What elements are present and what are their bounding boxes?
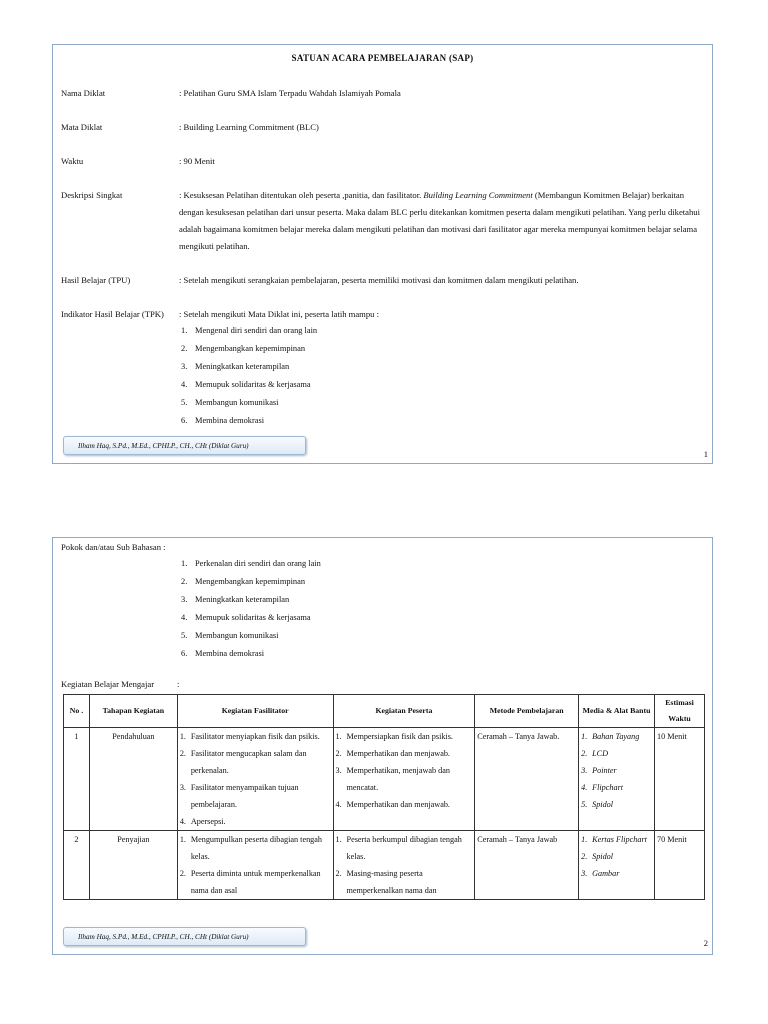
list-item bbox=[581, 848, 652, 865]
item-text: Mempersiapkan fisik dan psikis. bbox=[346, 732, 453, 741]
item-number: 2. bbox=[179, 749, 186, 758]
list-item bbox=[581, 762, 652, 779]
item-number: 2. bbox=[335, 869, 342, 878]
author-footer-badge: Ilham Haq, S.Pd., M.Ed., CPHLP., CH., CHt (Diklat Guru) bbox=[63, 927, 306, 946]
item-number: 3. bbox=[581, 766, 588, 775]
list-item bbox=[336, 831, 473, 865]
hasil-belajar-label: Hasil Belajar (TPU) bbox=[61, 275, 131, 285]
deskripsi-label: Deskripsi Singkat bbox=[61, 190, 123, 200]
item-number: 3. bbox=[581, 869, 588, 878]
item-text: Spidol bbox=[592, 852, 614, 861]
list-item bbox=[180, 779, 331, 813]
item-text: Mengembangkan kepemimpinan bbox=[195, 577, 306, 586]
item-text: Mengenal diri sendiri dan orang lain bbox=[195, 326, 318, 335]
waktu-value: : 90 Menit bbox=[179, 156, 215, 166]
header-tahapan: Tahapan Kegiatan bbox=[89, 695, 177, 728]
author-footer-badge: Ilham Haq, S.Pd., M.Ed., CPHLP., CH., CHt (Diklat Guru) bbox=[63, 436, 306, 455]
cell-fasilitator bbox=[177, 831, 333, 900]
item-text: Gambar bbox=[592, 869, 620, 878]
indikator-label: Indikator Hasil Belajar (TPK) bbox=[61, 309, 164, 319]
item-number: 3. bbox=[179, 783, 186, 792]
item-number: 1. bbox=[581, 835, 588, 844]
item-text: Kertas Flipchart bbox=[592, 835, 647, 844]
item-number: 2. bbox=[181, 577, 188, 586]
item-number: 1. bbox=[179, 732, 186, 741]
cell-peserta bbox=[333, 728, 475, 831]
header-metode: Metode Pembelajaran bbox=[475, 695, 579, 728]
cell-no: 1 bbox=[64, 728, 90, 831]
nama-diklat-label: Nama Diklat bbox=[61, 88, 106, 98]
kegiatan-belajar-label: Kegiatan Belajar Mengajar bbox=[61, 679, 155, 689]
cell-tahapan: Penyajian bbox=[89, 831, 177, 900]
item-text: Membina demokrasi bbox=[195, 416, 265, 425]
item-text: Mengumpulkan peserta dibagian tengah kelas. bbox=[190, 835, 323, 861]
item-number: 2. bbox=[335, 749, 342, 758]
item-number: 2. bbox=[581, 749, 588, 758]
list-item bbox=[581, 865, 652, 882]
item-text: Memperhatikan, menjawab dan mencatat. bbox=[346, 766, 450, 792]
page-2 bbox=[52, 537, 713, 955]
indikator-list bbox=[181, 322, 317, 430]
item-number: 1. bbox=[335, 835, 342, 844]
list-item bbox=[181, 394, 317, 412]
header-estimasi: Estimasi Waktu bbox=[655, 695, 705, 728]
deskripsi-text-post: (Membangun Komitmen Belajar) berkaitan dengan kesuksesan pelatihan dari unsur peserta. Maka dalam BLC perlu ditekankan komitmen peserta dalam mengikuti pelatihan. Yang perlu diketahui adalah bagaimana komitmen belajar mereka dalam mengikuti pelatihan dan motivasi dari fasilitator agar mereka mempunyai komitmen belajar selama mengikuti pelatihan. bbox=[179, 190, 700, 251]
list-item bbox=[581, 831, 652, 848]
item-text: Memperhatikan dan menjawab. bbox=[346, 800, 450, 809]
item-text: Peserta berkumpul dibagian tengah kelas. bbox=[346, 835, 462, 861]
item-number: 5. bbox=[181, 631, 188, 640]
header-no: No . bbox=[64, 695, 90, 728]
list-item bbox=[181, 376, 317, 394]
list-item bbox=[180, 813, 331, 830]
item-number: 4. bbox=[181, 613, 188, 622]
item-number: 2. bbox=[581, 852, 588, 861]
list-item bbox=[180, 831, 331, 865]
item-text: Pointer bbox=[592, 766, 617, 775]
cell-tahapan: Pendahuluan bbox=[89, 728, 177, 831]
page-number: 2 bbox=[703, 938, 708, 948]
item-number: 2. bbox=[181, 344, 188, 353]
pokok-bahasan-label: Pokok dan/atau Sub Bahasan : bbox=[61, 542, 166, 552]
item-number: 5. bbox=[181, 398, 188, 407]
list-item bbox=[336, 745, 473, 762]
list-item bbox=[181, 573, 321, 591]
waktu-label: Waktu bbox=[61, 156, 84, 166]
kegiatan-table bbox=[63, 694, 705, 900]
item-text: Perkenalan diri sendiri dan orang lain bbox=[195, 559, 321, 568]
item-number: 3. bbox=[335, 766, 342, 775]
list-item bbox=[336, 728, 473, 745]
item-number: 1. bbox=[181, 326, 188, 335]
cell-media bbox=[579, 728, 655, 831]
item-text: Fasilitator mengucapkan salam dan perkenalan. bbox=[190, 749, 307, 775]
pokok-bahasan-list bbox=[181, 555, 321, 663]
page-1 bbox=[52, 44, 713, 464]
item-number: 1. bbox=[581, 732, 588, 741]
list-item bbox=[181, 412, 317, 430]
item-number: 2. bbox=[179, 869, 186, 878]
table-row bbox=[64, 831, 705, 900]
header-peserta: Kegiatan Peserta bbox=[333, 695, 475, 728]
list-item bbox=[181, 645, 321, 663]
item-text: Fasilitator menyiapkan fisik dan psikis. bbox=[190, 732, 320, 741]
item-text: Membina demokrasi bbox=[195, 649, 265, 658]
item-number: 4. bbox=[179, 817, 186, 826]
cell-estimasi: 70 Menit bbox=[655, 831, 705, 900]
item-number: 4. bbox=[335, 800, 342, 809]
item-text: Bahan Tayang bbox=[592, 732, 640, 741]
item-text: Masing-masing peserta memperkenalkan nama dan bbox=[346, 869, 437, 895]
indikator-value: : Setelah mengikuti Mata Diklat ini, peserta latih mampu : bbox=[179, 309, 379, 319]
list-item bbox=[181, 322, 317, 340]
item-text: Memupuk solidaritas & kerjasama bbox=[195, 613, 311, 622]
table-row bbox=[64, 728, 705, 831]
table-header-row bbox=[64, 695, 705, 728]
item-text: Fasilitator menyampaikan tujuan pembelajaran. bbox=[190, 783, 299, 809]
list-item bbox=[181, 555, 321, 573]
cell-peserta bbox=[333, 831, 475, 900]
list-item bbox=[181, 591, 321, 609]
item-number: 6. bbox=[181, 649, 188, 658]
list-item bbox=[581, 745, 652, 762]
item-text: Mengembangkan kepemimpinan bbox=[195, 344, 306, 353]
list-item bbox=[180, 745, 331, 779]
item-text: Membangun komunikasi bbox=[195, 631, 279, 640]
cell-estimasi: 10 Menit bbox=[655, 728, 705, 831]
list-item bbox=[581, 728, 652, 745]
item-text: LCD bbox=[592, 749, 609, 758]
item-text: Meningkatkan keterampilan bbox=[195, 595, 290, 604]
item-number: 3. bbox=[181, 362, 188, 371]
item-number: 3. bbox=[181, 595, 188, 604]
list-item bbox=[581, 796, 652, 813]
item-number: 6. bbox=[181, 416, 188, 425]
list-item bbox=[181, 340, 317, 358]
nama-diklat-value: : Pelatihan Guru SMA Islam Terpadu Wahdah Islamiyah Pomala bbox=[179, 88, 401, 98]
header-fasilitator: Kegiatan Fasilitator bbox=[177, 695, 333, 728]
deskripsi-text-italic: Building Learning Commitment bbox=[423, 190, 533, 200]
item-text: Flipchart bbox=[592, 783, 624, 792]
list-item bbox=[181, 358, 317, 376]
item-text: Apersepsi. bbox=[190, 817, 226, 826]
item-number: 1. bbox=[335, 732, 342, 741]
item-number: 1. bbox=[181, 559, 188, 568]
list-item bbox=[180, 865, 331, 899]
item-number: 4. bbox=[181, 380, 188, 389]
item-text: Meningkatkan keterampilan bbox=[195, 362, 290, 371]
list-item bbox=[336, 796, 473, 813]
cell-no: 2 bbox=[64, 831, 90, 900]
cell-metode: Ceramah – Tanya Jawab. bbox=[475, 728, 579, 831]
list-item bbox=[181, 627, 321, 645]
item-text: Spidol bbox=[592, 800, 614, 809]
deskripsi-text-pre: : Kesuksesan Pelatihan ditentukan oleh peserta ,panitia, dan fasilitator. bbox=[179, 190, 424, 200]
cell-metode: Ceramah – Tanya Jawab bbox=[475, 831, 579, 900]
item-text: Memperhatikan dan menjawab. bbox=[346, 749, 450, 758]
page-title: SATUAN ACARA PEMBELAJARAN (SAP) bbox=[291, 53, 474, 63]
item-number: 1. bbox=[179, 835, 186, 844]
item-text: Membangun komunikasi bbox=[195, 398, 279, 407]
mata-diklat-label: Mata Diklat bbox=[61, 122, 103, 132]
list-item bbox=[581, 779, 652, 796]
deskripsi-value bbox=[179, 187, 705, 255]
header-media: Media & Alat Bantu bbox=[579, 695, 655, 728]
cell-fasilitator bbox=[177, 728, 333, 831]
kegiatan-belajar-colon: : bbox=[177, 679, 180, 689]
hasil-belajar-value: : Setelah mengikuti serangkaian pembelajaran, peserta memiliki motivasi dan komitmen dalam mengikuti pelatihan. bbox=[179, 275, 579, 285]
list-item bbox=[180, 728, 331, 745]
mata-diklat-value: : Building Learning Commitment (BLC) bbox=[179, 122, 319, 132]
item-number: 4. bbox=[581, 783, 588, 792]
item-text: Memupuk solidaritas & kerjasama bbox=[195, 380, 311, 389]
list-item bbox=[336, 762, 473, 796]
item-number: 5. bbox=[581, 800, 588, 809]
page-number: 1 bbox=[703, 449, 708, 459]
item-text: Peserta diminta untuk memperkenalkan nama dan asal bbox=[190, 869, 321, 895]
list-item bbox=[181, 609, 321, 627]
list-item bbox=[336, 865, 473, 899]
cell-media bbox=[579, 831, 655, 900]
